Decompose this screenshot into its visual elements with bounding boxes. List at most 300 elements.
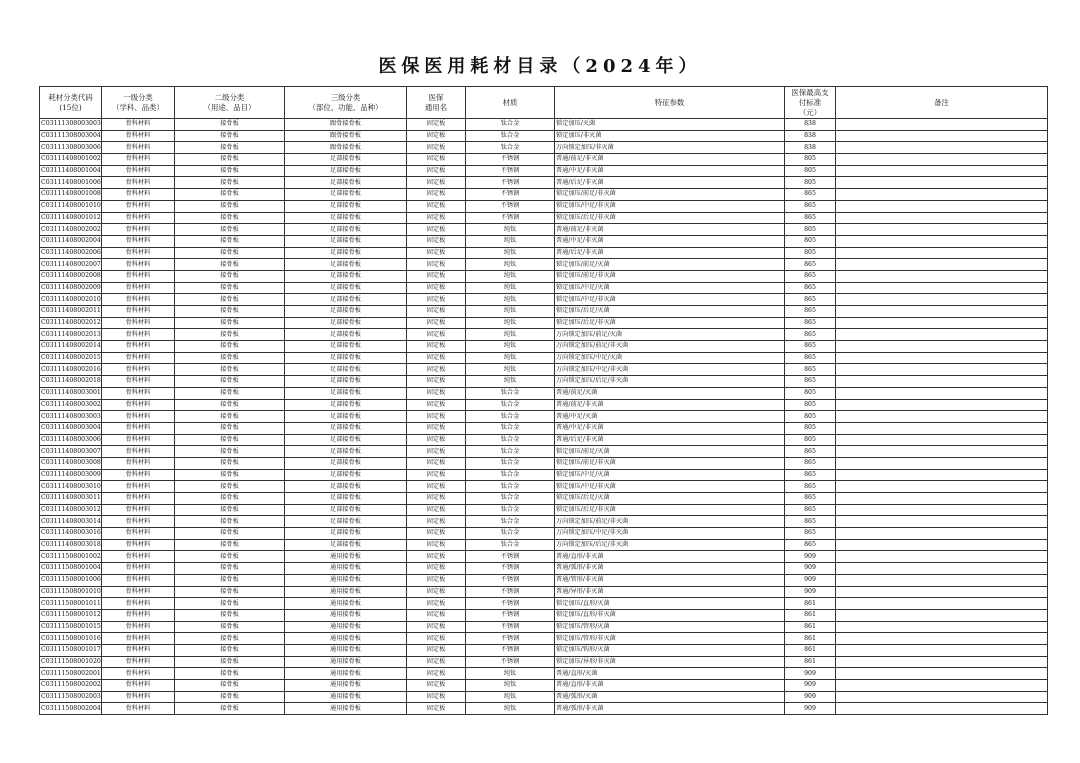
cell-level3: 跟骨接骨板: [285, 119, 407, 131]
cell-note: [836, 341, 1048, 353]
cell-feature: 普通/异形/非灭菌: [555, 586, 785, 598]
cell-payment-limit: 909: [785, 586, 836, 598]
cell-material: 不锈钢: [466, 633, 555, 645]
cell-material: 纯钛: [466, 235, 555, 247]
cell-level3: 通用接骨板: [285, 644, 407, 656]
cell-note: [836, 317, 1048, 329]
cell-payment-limit: 805: [785, 399, 836, 411]
cell-level3: 通用接骨板: [285, 551, 407, 563]
cell-level1: 骨科材料: [102, 270, 175, 282]
table-row: [40, 656, 1048, 668]
cell-note: [836, 621, 1048, 633]
cell-feature: 普通/弧形/非灭菌: [555, 563, 785, 575]
cell-material: 钛合金: [466, 504, 555, 516]
cell-material: 不锈钢: [466, 189, 555, 201]
cell-code: C03111408002006: [40, 247, 102, 259]
cell-payment-limit: 838: [785, 130, 836, 142]
cell-note: [836, 294, 1048, 306]
cell-generic-name: 固定板: [407, 235, 466, 247]
cell-feature: 锁定加压/钩形/灭菌: [555, 644, 785, 656]
table-row: [40, 364, 1048, 376]
cell-generic-name: 固定板: [407, 539, 466, 551]
cell-level2: 接骨板: [175, 703, 285, 715]
cell-generic-name: 固定板: [407, 364, 466, 376]
header-feature: 特征参数: [555, 87, 785, 119]
cell-level3: 足部接骨板: [285, 364, 407, 376]
cell-feature: 普通/弧形/非灭菌: [555, 703, 785, 715]
cell-level3: 通用接骨板: [285, 563, 407, 575]
table-row: [40, 644, 1048, 656]
cell-note: [836, 644, 1048, 656]
cell-material: 钛合金: [466, 481, 555, 493]
cell-payment-limit: 861: [785, 621, 836, 633]
cell-level2: 接骨板: [175, 598, 285, 610]
cell-payment-limit: 909: [785, 680, 836, 692]
cell-level3: 足部接骨板: [285, 539, 407, 551]
cell-code: C03111408003004: [40, 422, 102, 434]
cell-level1: 骨科材料: [102, 387, 175, 399]
cell-level3: 足部接骨板: [285, 282, 407, 294]
cell-feature: 普通/中足/非灭菌: [555, 422, 785, 434]
cell-level2: 接骨板: [175, 563, 285, 575]
cell-generic-name: 固定板: [407, 341, 466, 353]
table-row: [40, 212, 1048, 224]
cell-level2: 接骨板: [175, 142, 285, 154]
cell-generic-name: 固定板: [407, 563, 466, 575]
cell-note: [836, 586, 1048, 598]
cell-note: [836, 142, 1048, 154]
cell-material: 纯钛: [466, 352, 555, 364]
cell-level2: 接骨板: [175, 212, 285, 224]
cell-payment-limit: 865: [785, 189, 836, 201]
cell-material: 钛合金: [466, 387, 555, 399]
cell-feature: 锁定加压/前足/灭菌: [555, 259, 785, 271]
cell-material: 钛合金: [466, 516, 555, 528]
cell-code: C03111508001004: [40, 563, 102, 575]
cell-payment-limit: 838: [785, 142, 836, 154]
cell-code: C03111408001006: [40, 177, 102, 189]
cell-note: [836, 387, 1048, 399]
cell-note: [836, 200, 1048, 212]
cell-level1: 骨科材料: [102, 656, 175, 668]
cell-payment-limit: 865: [785, 306, 836, 318]
cell-material: 纯钛: [466, 364, 555, 376]
cell-level1: 骨科材料: [102, 212, 175, 224]
cell-material: 不锈钢: [466, 177, 555, 189]
cell-code: C03111508002001: [40, 668, 102, 680]
cell-material: 钛合金: [466, 399, 555, 411]
cell-feature: 锁定加压/中足/非灭菌: [555, 200, 785, 212]
cell-note: [836, 247, 1048, 259]
cell-code: C03111508001016: [40, 633, 102, 645]
cell-payment-limit: 909: [785, 691, 836, 703]
cell-level1: 骨科材料: [102, 200, 175, 212]
cell-level2: 接骨板: [175, 644, 285, 656]
cell-feature: 万向锁定加压/中足/非灭菌: [555, 364, 785, 376]
table-row: [40, 422, 1048, 434]
cell-payment-limit: 805: [785, 165, 836, 177]
cell-level3: 足部接骨板: [285, 493, 407, 505]
table-row: [40, 224, 1048, 236]
cell-level3: 足部接骨板: [285, 387, 407, 399]
cell-feature: 锁定加压/管形/灭菌: [555, 621, 785, 633]
cell-level3: 足部接骨板: [285, 341, 407, 353]
cell-note: [836, 528, 1048, 540]
cell-payment-limit: 865: [785, 457, 836, 469]
cell-material: 纯钛: [466, 668, 555, 680]
cell-material: 不锈钢: [466, 598, 555, 610]
cell-payment-limit: 838: [785, 119, 836, 131]
cell-level3: 足部接骨板: [285, 235, 407, 247]
cell-note: [836, 177, 1048, 189]
cell-payment-limit: 865: [785, 200, 836, 212]
cell-level3: 足部接骨板: [285, 352, 407, 364]
cell-level1: 骨科材料: [102, 352, 175, 364]
cell-material: 钛合金: [466, 411, 555, 423]
table-row: [40, 294, 1048, 306]
cell-level1: 骨科材料: [102, 189, 175, 201]
cell-payment-limit: 805: [785, 235, 836, 247]
cell-generic-name: 固定板: [407, 317, 466, 329]
cell-material: 钛合金: [466, 422, 555, 434]
cell-level2: 接骨板: [175, 621, 285, 633]
cell-payment-limit: 861: [785, 598, 836, 610]
cell-level1: 骨科材料: [102, 247, 175, 259]
cell-generic-name: 固定板: [407, 212, 466, 224]
cell-generic-name: 固定板: [407, 644, 466, 656]
cell-payment-limit: 805: [785, 387, 836, 399]
cell-payment-limit: 865: [785, 259, 836, 271]
cell-generic-name: 固定板: [407, 504, 466, 516]
cell-level1: 骨科材料: [102, 224, 175, 236]
cell-level2: 接骨板: [175, 154, 285, 166]
cell-level2: 接骨板: [175, 282, 285, 294]
cell-level3: 通用接骨板: [285, 574, 407, 586]
cell-code: C03111408003006: [40, 434, 102, 446]
cell-generic-name: 固定板: [407, 130, 466, 142]
cell-material: 钛合金: [466, 446, 555, 458]
table-row: [40, 177, 1048, 189]
cell-code: C03111508001011: [40, 598, 102, 610]
cell-level3: 通用接骨板: [285, 680, 407, 692]
header-level1: 一级分类 （学科、品类）: [102, 87, 175, 119]
cell-note: [836, 399, 1048, 411]
cell-note: [836, 282, 1048, 294]
cell-generic-name: 固定板: [407, 621, 466, 633]
cell-level2: 接骨板: [175, 668, 285, 680]
cell-code: C03111408002008: [40, 270, 102, 282]
cell-payment-limit: 865: [785, 493, 836, 505]
cell-level2: 接骨板: [175, 364, 285, 376]
cell-feature: 普通/前足/灭菌: [555, 387, 785, 399]
cell-feature: 万向锁定加压/前足/灭菌: [555, 329, 785, 341]
cell-feature: 锁定加压/前足/灭菌: [555, 446, 785, 458]
table-row: [40, 341, 1048, 353]
cell-generic-name: 固定板: [407, 352, 466, 364]
cell-note: [836, 119, 1048, 131]
table-row: [40, 621, 1048, 633]
cell-level1: 骨科材料: [102, 317, 175, 329]
cell-payment-limit: 805: [785, 247, 836, 259]
cell-payment-limit: 805: [785, 422, 836, 434]
table-row: [40, 306, 1048, 318]
cell-generic-name: 固定板: [407, 609, 466, 621]
cell-generic-name: 固定板: [407, 446, 466, 458]
cell-material: 钛合金: [466, 434, 555, 446]
cell-level3: 足部接骨板: [285, 189, 407, 201]
cell-code: C03111408002004: [40, 235, 102, 247]
cell-generic-name: 固定板: [407, 259, 466, 271]
cell-material: 钛合金: [466, 493, 555, 505]
cell-material: 纯钛: [466, 329, 555, 341]
table-row: [40, 680, 1048, 692]
cell-note: [836, 259, 1048, 271]
table-row: [40, 399, 1048, 411]
cell-level3: 通用接骨板: [285, 609, 407, 621]
cell-code: C03111408002015: [40, 352, 102, 364]
cell-level1: 骨科材料: [102, 119, 175, 131]
cell-level3: 足部接骨板: [285, 411, 407, 423]
table-row: [40, 551, 1048, 563]
cell-generic-name: 固定板: [407, 165, 466, 177]
cell-level1: 骨科材料: [102, 259, 175, 271]
table-row: [40, 668, 1048, 680]
cell-feature: 万向锁定加压/中足/非灭菌: [555, 528, 785, 540]
cell-note: [836, 364, 1048, 376]
cell-level2: 接骨板: [175, 680, 285, 692]
cell-feature: 锁定加压/异形/非灭菌: [555, 656, 785, 668]
cell-level1: 骨科材料: [102, 691, 175, 703]
cell-material: 纯钛: [466, 703, 555, 715]
cell-feature: 普通/直形/非灭菌: [555, 551, 785, 563]
cell-feature: 锁定加压/非灭菌: [555, 130, 785, 142]
cell-level2: 接骨板: [175, 574, 285, 586]
cell-generic-name: 固定板: [407, 586, 466, 598]
cell-note: [836, 609, 1048, 621]
cell-feature: 普通/前足/非灭菌: [555, 399, 785, 411]
cell-level3: 通用接骨板: [285, 598, 407, 610]
cell-level2: 接骨板: [175, 539, 285, 551]
cell-payment-limit: 805: [785, 411, 836, 423]
cell-note: [836, 598, 1048, 610]
cell-level2: 接骨板: [175, 656, 285, 668]
cell-level1: 骨科材料: [102, 481, 175, 493]
cell-generic-name: 固定板: [407, 493, 466, 505]
table-row: [40, 165, 1048, 177]
cell-level3: 足部接骨板: [285, 247, 407, 259]
cell-code: C03111408003016: [40, 528, 102, 540]
cell-level1: 骨科材料: [102, 703, 175, 715]
table-row: [40, 119, 1048, 131]
cell-material: 不锈钢: [466, 644, 555, 656]
cell-level2: 接骨板: [175, 422, 285, 434]
cell-note: [836, 165, 1048, 177]
cell-material: 纯钛: [466, 691, 555, 703]
table-row: [40, 703, 1048, 715]
cell-material: 钛合金: [466, 457, 555, 469]
page-title: 医保医用耗材目录（2024年）: [378, 56, 702, 77]
cell-level2: 接骨板: [175, 329, 285, 341]
cell-feature: 万向锁定加压/非灭菌: [555, 142, 785, 154]
cell-level1: 骨科材料: [102, 598, 175, 610]
cell-level2: 接骨板: [175, 586, 285, 598]
cell-note: [836, 434, 1048, 446]
cell-level2: 接骨板: [175, 317, 285, 329]
cell-feature: 万向锁定加压/后足/非灭菌: [555, 539, 785, 551]
cell-material: 不锈钢: [466, 586, 555, 598]
cell-level1: 骨科材料: [102, 422, 175, 434]
cell-payment-limit: 865: [785, 212, 836, 224]
cell-code: C03111408002014: [40, 341, 102, 353]
cell-level2: 接骨板: [175, 189, 285, 201]
cell-level1: 骨科材料: [102, 130, 175, 142]
cell-note: [836, 457, 1048, 469]
cell-level2: 接骨板: [175, 259, 285, 271]
cell-level3: 通用接骨板: [285, 621, 407, 633]
cell-payment-limit: 861: [785, 656, 836, 668]
cell-feature: 万向锁定加压/后足/非灭菌: [555, 376, 785, 388]
cell-note: [836, 633, 1048, 645]
cell-generic-name: 固定板: [407, 469, 466, 481]
cell-generic-name: 固定板: [407, 481, 466, 493]
cell-note: [836, 563, 1048, 575]
cell-payment-limit: 865: [785, 282, 836, 294]
cell-feature: 普通/直形/非灭菌: [555, 680, 785, 692]
cell-level3: 通用接骨板: [285, 691, 407, 703]
table-row: [40, 574, 1048, 586]
table-row: [40, 609, 1048, 621]
cell-material: 纯钛: [466, 376, 555, 388]
header-code: 耗材分类代码 (15位): [40, 87, 102, 119]
cell-feature: 锁定加压/后足/灭菌: [555, 306, 785, 318]
table-row: [40, 270, 1048, 282]
cell-code: C03111508002004: [40, 703, 102, 715]
cell-level3: 足部接骨板: [285, 457, 407, 469]
cell-generic-name: 固定板: [407, 703, 466, 715]
cell-payment-limit: 805: [785, 434, 836, 446]
cell-payment-limit: 865: [785, 528, 836, 540]
cell-level1: 骨科材料: [102, 644, 175, 656]
header-payment-limit: 医保最高支 付标准 （元）: [785, 87, 836, 119]
cell-level2: 接骨板: [175, 411, 285, 423]
cell-material: 不锈钢: [466, 165, 555, 177]
table-row: [40, 387, 1048, 399]
cell-level1: 骨科材料: [102, 165, 175, 177]
cell-feature: 锁定加压/前足/非灭菌: [555, 189, 785, 201]
cell-payment-limit: 865: [785, 270, 836, 282]
cell-generic-name: 固定板: [407, 516, 466, 528]
cell-payment-limit: 865: [785, 317, 836, 329]
cell-payment-limit: 865: [785, 364, 836, 376]
table-body: [40, 119, 1048, 715]
header-level2: 二级分类 （用途、品目）: [175, 87, 285, 119]
cell-code: C03111408003012: [40, 504, 102, 516]
cell-level1: 骨科材料: [102, 528, 175, 540]
cell-material: 纯钛: [466, 282, 555, 294]
cell-feature: 锁定加压/灭菌: [555, 119, 785, 131]
cell-code: C03111408002016: [40, 364, 102, 376]
cell-code: C03111508001015: [40, 621, 102, 633]
cell-feature: 锁定加压/后足/灭菌: [555, 493, 785, 505]
cell-level1: 骨科材料: [102, 539, 175, 551]
table-row: [40, 130, 1048, 142]
cell-generic-name: 固定板: [407, 528, 466, 540]
cell-note: [836, 212, 1048, 224]
cell-code: C03111308003003: [40, 119, 102, 131]
cell-material: 钛合金: [466, 528, 555, 540]
table-row: [40, 504, 1048, 516]
cell-code: C03111408003001: [40, 387, 102, 399]
cell-level2: 接骨板: [175, 504, 285, 516]
cell-payment-limit: 861: [785, 609, 836, 621]
cell-feature: 普通/中足/灭菌: [555, 411, 785, 423]
cell-level3: 通用接骨板: [285, 703, 407, 715]
cell-generic-name: 固定板: [407, 387, 466, 399]
cell-note: [836, 376, 1048, 388]
cell-generic-name: 固定板: [407, 142, 466, 154]
cell-level3: 足部接骨板: [285, 329, 407, 341]
catalog-table: [39, 86, 1048, 715]
cell-code: C03111408002007: [40, 259, 102, 271]
table-row: [40, 691, 1048, 703]
cell-level3: 足部接骨板: [285, 446, 407, 458]
cell-level3: 通用接骨板: [285, 633, 407, 645]
cell-payment-limit: 865: [785, 294, 836, 306]
cell-code: C03111408003018: [40, 539, 102, 551]
cell-material: 纯钛: [466, 317, 555, 329]
cell-note: [836, 446, 1048, 458]
cell-feature: 普通/弧形/灭菌: [555, 691, 785, 703]
cell-payment-limit: 805: [785, 154, 836, 166]
cell-feature: 万向锁定加压/前足/非灭菌: [555, 341, 785, 353]
cell-code: C03111408001004: [40, 165, 102, 177]
table-row: [40, 528, 1048, 540]
cell-level3: 足部接骨板: [285, 504, 407, 516]
cell-level2: 接骨板: [175, 399, 285, 411]
cell-material: 不锈钢: [466, 621, 555, 633]
cell-level1: 骨科材料: [102, 282, 175, 294]
cell-level3: 足部接骨板: [285, 200, 407, 212]
cell-level1: 骨科材料: [102, 469, 175, 481]
cell-code: C03111508001006: [40, 574, 102, 586]
cell-material: 钛合金: [466, 539, 555, 551]
cell-level1: 骨科材料: [102, 446, 175, 458]
cell-level2: 接骨板: [175, 609, 285, 621]
cell-code: C03111508002003: [40, 691, 102, 703]
cell-level1: 骨科材料: [102, 294, 175, 306]
cell-level1: 骨科材料: [102, 399, 175, 411]
cell-payment-limit: 865: [785, 446, 836, 458]
cell-material: 纯钛: [466, 306, 555, 318]
cell-code: C03111408003007: [40, 446, 102, 458]
cell-level2: 接骨板: [175, 294, 285, 306]
cell-feature: 锁定加压/后足/非灭菌: [555, 212, 785, 224]
cell-generic-name: 固定板: [407, 422, 466, 434]
cell-feature: 锁定加压/中足/灭菌: [555, 282, 785, 294]
cell-feature: 锁定加压/直形/灭菌: [555, 598, 785, 610]
cell-payment-limit: 861: [785, 633, 836, 645]
cell-level1: 骨科材料: [102, 457, 175, 469]
cell-note: [836, 469, 1048, 481]
cell-code: C03111408002013: [40, 329, 102, 341]
cell-level1: 骨科材料: [102, 668, 175, 680]
cell-note: [836, 504, 1048, 516]
cell-level2: 接骨板: [175, 177, 285, 189]
cell-feature: 万向锁定加压/前足/非灭菌: [555, 516, 785, 528]
table-row: [40, 586, 1048, 598]
cell-level3: 通用接骨板: [285, 586, 407, 598]
table-row: [40, 539, 1048, 551]
